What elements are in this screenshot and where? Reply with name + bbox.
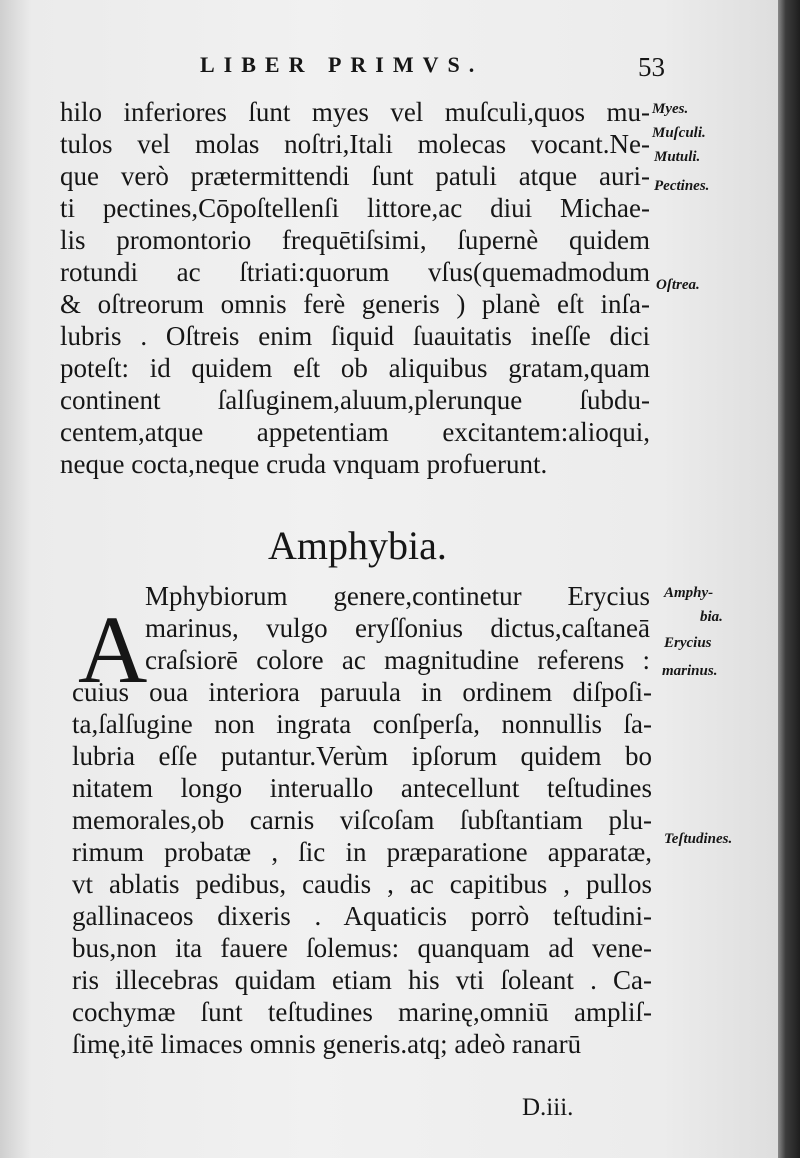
running-title: LIBER PRIMVS. — [200, 52, 484, 77]
marginal-note-testudines: Teſtudines. — [664, 831, 733, 847]
text-line: continent ſalſuginem,aluum,plerunque ſubdu- — [60, 385, 650, 415]
marginal-note-pectines: Pectines. — [654, 178, 710, 194]
text-line: craſsiorē colore ac magnitudine referens : — [145, 645, 650, 675]
text-line: ſimę,itē limaces omnis generis.atq; adeò ranarū — [72, 1029, 582, 1059]
text-line: ta,ſalſugine non ingrata conſperſa, nonnullis ſa- — [72, 709, 652, 739]
text-line: rimum probatæ , ſic in præparatione apparatæ, — [72, 837, 652, 867]
text-line: gallinaceos dixeris . Aquaticis porrò teſtudini- — [72, 901, 652, 931]
page-number: 53 — [638, 52, 665, 82]
text-line: cuius oua interiora paruula in ordinem diſpoſi- — [72, 677, 652, 707]
text-line: lis promontorio frequētiſsimi, ſupernè quidem — [60, 225, 650, 255]
text-line: neque cocta,neque cruda vnquam profuerunt. — [60, 449, 548, 479]
text-block-dropcap-lines — [145, 580, 650, 676]
text-line: rotundi ac ſtriati:quorum vſus(quemadmodum — [60, 257, 650, 287]
marginal-note-ostrea: Oſtrea. — [656, 277, 700, 293]
text-line: que verò prætermittendi ſunt patuli atque auri- — [60, 161, 650, 191]
text-line: tulos vel molas noſtri,Itali molecas vocant.Ne- — [60, 129, 650, 159]
section-heading: Amphybia. — [268, 523, 447, 568]
marginal-note-erycius-cont: marinus. — [662, 663, 718, 679]
marginal-note-mutuli: Mutuli. — [654, 149, 701, 165]
text-line: vt ablatis pedibus, caudis , ac capitibus , pullos — [72, 869, 652, 899]
signature-mark: D.iii. — [522, 1094, 574, 1121]
text-line: marinus, vulgo eryſſonius dictus,caſtaneā — [145, 613, 650, 643]
text-line: & oſtreorum omnis ferè generis ) planè eſt inſa- — [60, 289, 650, 319]
book-spine — [778, 0, 800, 1158]
marginal-note-amphybia: Amphy- — [664, 585, 714, 601]
marginal-note-musculi: Muſculi. — [652, 125, 706, 141]
text-line: poteſt: id quidem eſt ob aliquibus gratam,quam — [60, 353, 650, 383]
text-line: Mphybiorum genere,continetur Erycius — [145, 581, 650, 611]
text-line: hilo inferiores ſunt myes vel muſculi,quos mu- — [60, 97, 650, 127]
text-line: bus,non ita fauere ſolemus: quanquam ad vene- — [72, 933, 652, 963]
drop-cap: A — [78, 596, 148, 703]
marginal-note-amphybia-cont: bia. — [700, 609, 723, 625]
text-line: ris illecebras quidam etiam his vti ſoleant . Ca- — [72, 965, 652, 995]
text-line: memorales,ob carnis viſcoſam ſubſtantiam plu- — [72, 805, 652, 835]
text-line: nitatem longo interuallo antecellunt teſtudines — [72, 773, 652, 803]
text-line: cochymæ ſunt teſtudines marinę,omniū ampliſ- — [72, 997, 652, 1027]
text-line: ti pectines,Cōpoſtellenſi littore,ac diui Michae- — [60, 193, 650, 223]
text-line: lubria eſſe putantur.Verùm ipſorum quidem bo — [72, 741, 652, 771]
text-line: centem,atque appetentiam excitantem:alioqui, — [60, 417, 650, 447]
text-block-amphybia — [72, 676, 652, 1060]
text-block-oysters — [60, 96, 650, 480]
marginal-note-myes: Myes. — [652, 101, 689, 117]
text-line: lubris . Oſtreis enim ſiquid ſuauitatis ineſſe dici — [60, 321, 650, 351]
marginal-note-erycius: Erycius — [664, 635, 712, 651]
